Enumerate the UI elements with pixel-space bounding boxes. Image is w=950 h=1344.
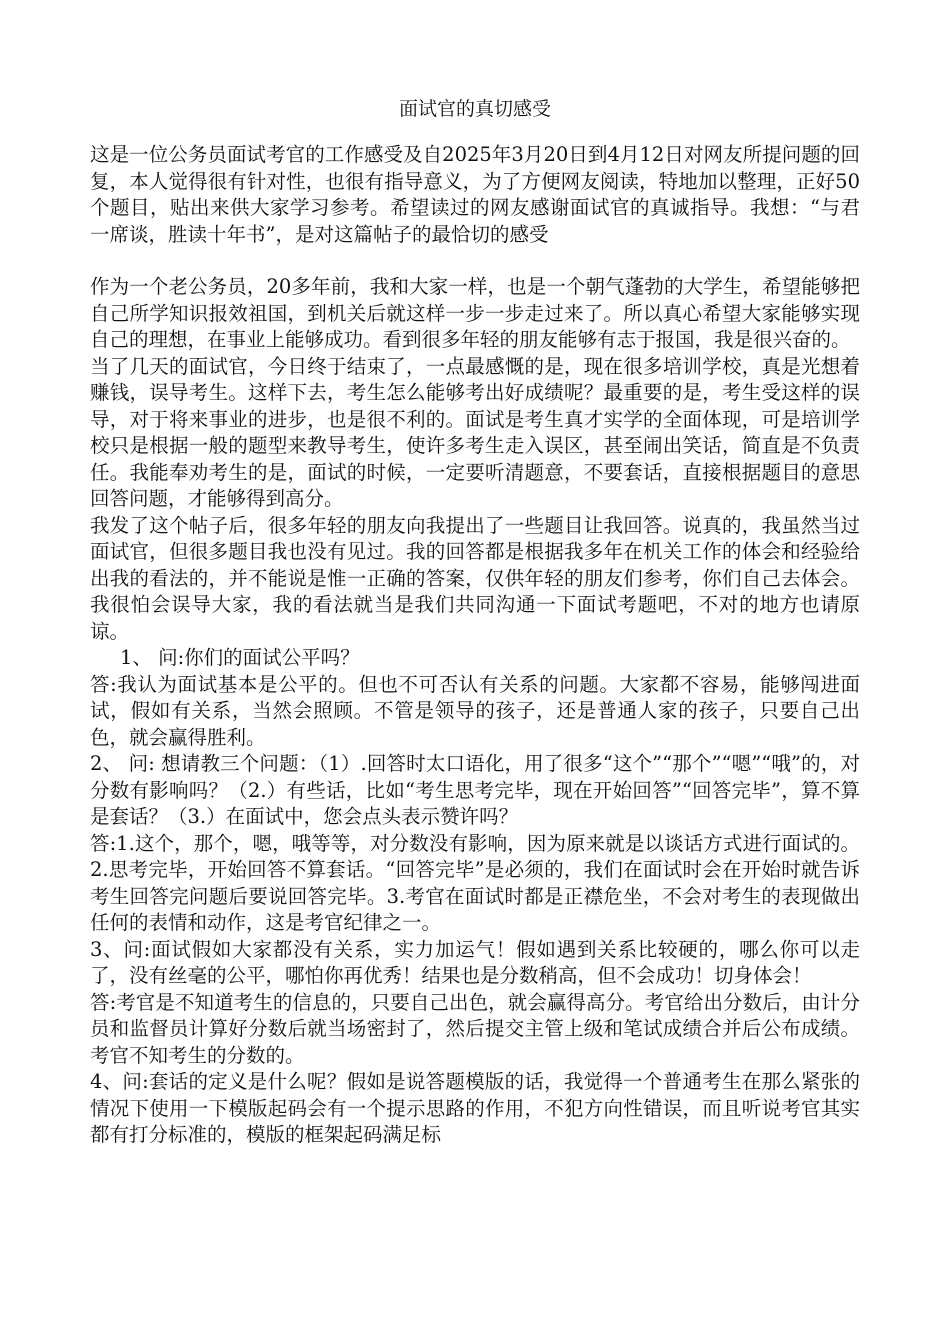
paragraph-gap bbox=[90, 248, 860, 274]
intro-paragraph: 这是一位公务员面试考官的工作感受及自2025年3月20日到4月12日对网友所提问题的回复，本人觉得很有针对性，也很有指导意义，为了方便网友阅读，特地加以整理，正好50个题目，贴出来供大家学习参考。希望读过的网友感谢面试官的真诚指导。我想：“与君一席谈，胜读十年书”，是对这篇帖子的最恰切的感受 bbox=[90, 143, 860, 246]
body-paragraph-1: 作为一个老公务员，20多年前，我和大家一样，也是一个朝气蓬勃的大学生，希望能够把自己所学知识报效祖国，到机关后就这样一步一步走过来了。所以真心希望大家能够实现自己的理想，在事业上能够成功。看到很多年轻的朋友能够有志于报国，我是很兴奋的。 bbox=[90, 275, 860, 351]
body-paragraph-3: 我发了这个帖子后，很多年轻的朋友向我提出了一些题目让我回答。说真的，我虽然当过面试官，但很多题目我也没有见过。我的回答都是根据我多年在机关工作的体会和经验给出我的看法的，并不能说是惟一正确的答案，仅供年轻的朋友们参考，你们自己去体会。我很怕会误导大家，我的看法就当是我们共同沟通一下面试考题吧，不对的地方也请原谅。 bbox=[90, 513, 860, 643]
answer-2: 答:1.这个，那个，嗯，哦等等，对分数没有影响，因为原来就是以谈话方式进行面试的。2.思考完毕，开始回答不算套话。“回答完毕”是必须的，我们在面试时会在开始时就告诉考生回答完问题后要说回答完毕。3.考官在面试时都是正襟危坐，不会对考生的表现做出任何的表情和动作，这是考官纪律之一。 bbox=[90, 831, 860, 934]
question-2: 2、 问: 想请教三个问题：（1）.回答时太口语化，用了很多“这个”“那个”“嗯”“哦”的，对分数有影响吗？（2.）有些话，比如“考生思考完毕，现在开始回答”“回答完毕”，算不算是套话？（3.）在面试中，您会点头表示赞许吗？ bbox=[90, 752, 860, 828]
answer-3: 答:考官是不知道考生的信息的，只要自己出色，就会赢得高分。考官给出分数后，由计分员和监督员计算好分数后就当场密封了，然后提交主管上级和笔试成绩合并后公布成绩。考官不知考生的分数的。 bbox=[90, 990, 860, 1067]
document-page bbox=[90, 96, 860, 1149]
question-3: 3、问:面试假如大家都没有关系，实力加运气！假如遇到关系比较硬的，哪么你可以走了，没有丝毫的公平，哪怕你再优秀！结果也是分数稍高，但不会成功！切身体会！ bbox=[90, 937, 860, 987]
body-paragraph-2: 当了几天的面试官，今日终于结束了，一点最感慨的是，现在很多培训学校，真是光想着赚钱，误导考生。这样下去，考生怎么能够考出好成绩呢？最重要的是，考生受这样的误导，对于将来事业的进步，也是很不利的。面试是考生真才实学的全面体现，可是培训学校只是根据一般的题型来教导考生，使许多考生走入误区，甚至闹出笑话，简直是不负责任。我能奉劝考生的是，面试的时候，一定要听清题意，不要套话，直接根据题目的意思回答问题，才能够得到高分。 bbox=[90, 354, 860, 510]
question-1: 1、 问:你们的面试公平吗？ bbox=[120, 646, 360, 669]
question-4: 4、问:套话的定义是什么呢？假如是说答题模版的话，我觉得一个普通考生在那么紧张的情况下使用一下模版起码会有一个提示思路的作用，不犯方向性错误，而且听说考官其实都有打分标准的，模版的框架起码满足标 bbox=[90, 1070, 860, 1146]
document-title: 面试官的真切感受 bbox=[398, 98, 551, 120]
answer-1: 答:我认为面试基本是公平的。但也不可否认有关系的问题。大家都不容易，能够闯进面试，假如有关系，当然会照顾。不管是领导的孩子，还是普通人家的孩子，只要自己出色，就会赢得胜利。 bbox=[90, 672, 860, 749]
